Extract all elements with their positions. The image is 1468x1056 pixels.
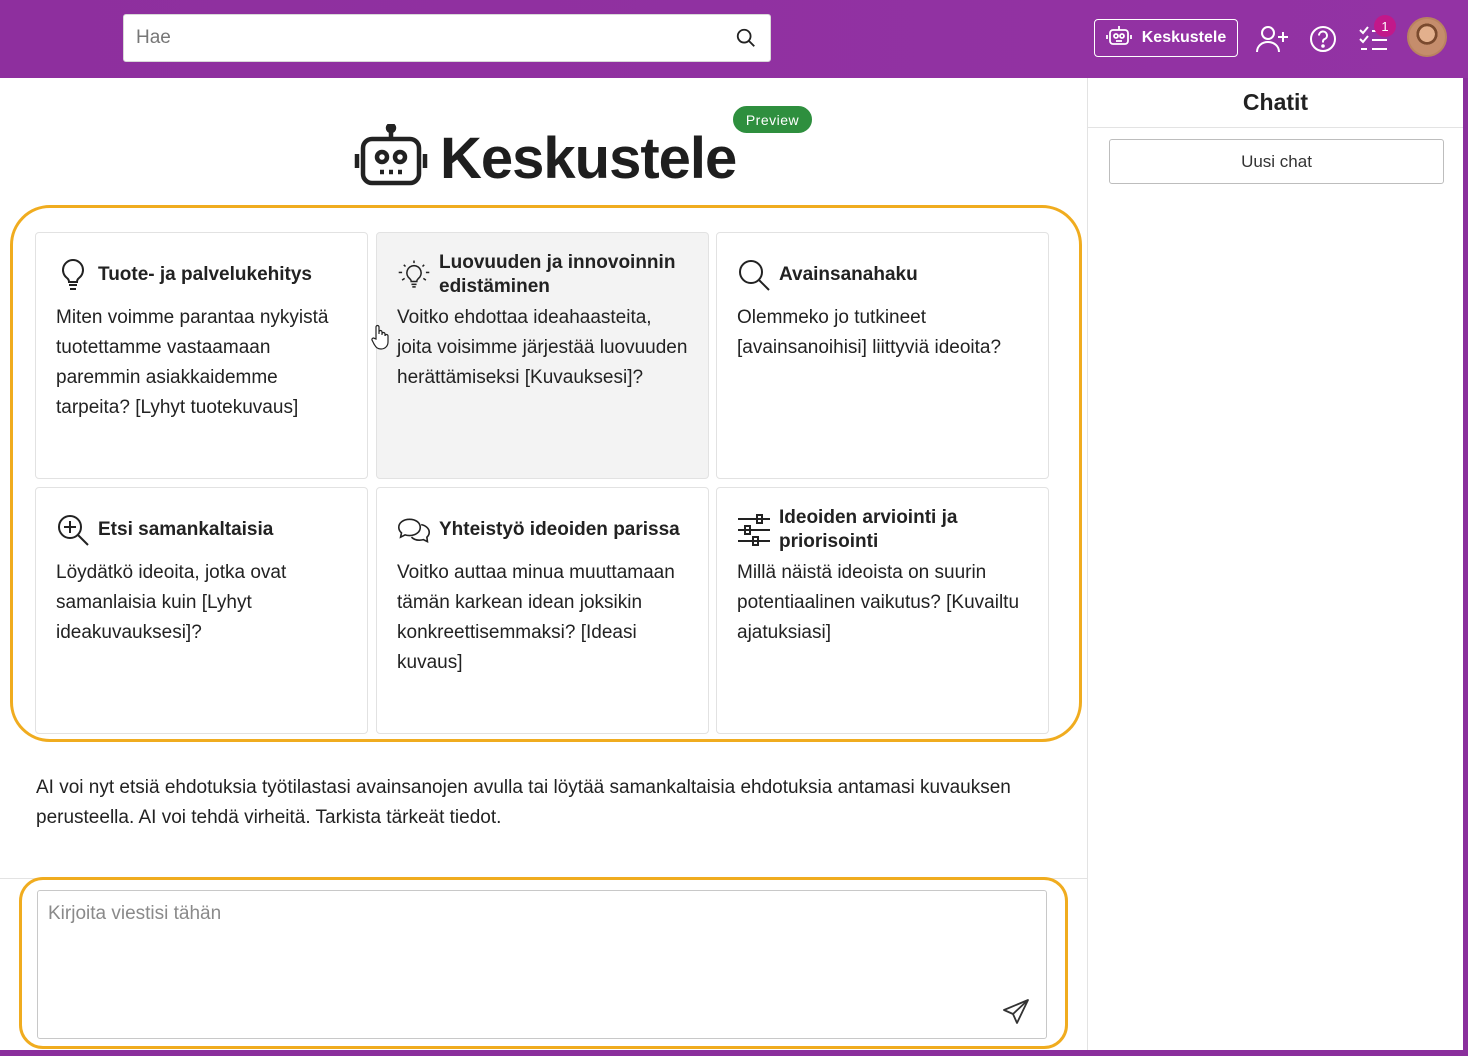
idea-spark-icon <box>397 258 431 292</box>
card-body: Millä näistä ideoista on suurin potentiaalinen vaikutus? [Kuvailtu ajatuksiasi] <box>737 562 1020 643</box>
chat-button-label: Keskustele <box>1141 29 1227 46</box>
suggestion-card-collaboration[interactable] <box>376 487 709 734</box>
suggestion-card-creativity[interactable] <box>376 232 709 479</box>
ai-disclaimer: AI voi nyt etsiä ehdotuksia työtilastasi avainsanojen avulla tai löytää samankaltaisia ehdotuksia antamasi kuvauksen perusteella. AI voi tehdä virheitä. Tarkista tärkeät tiedot. <box>36 777 1011 828</box>
chats-sidebar <box>1087 78 1463 1050</box>
chat-button[interactable] <box>1094 19 1238 57</box>
suggestion-card-find-similar[interactable] <box>35 487 368 734</box>
search-box[interactable] <box>123 14 771 62</box>
card-title: Etsi samankaltaisia <box>98 519 274 540</box>
robot-icon <box>1106 25 1132 52</box>
card-body: Voitko ehdottaa ideahaasteita, joita voisimme järjestää luovuuden herättämiseksi [Kuvauksesi]? <box>397 307 688 388</box>
add-user-icon[interactable] <box>1255 22 1289 56</box>
suggestion-card-keyword-search[interactable] <box>716 232 1049 479</box>
notification-badge: 1 <box>1374 15 1396 37</box>
card-title: Tuote- ja palvelukehitys <box>98 264 312 285</box>
top-bar <box>0 0 1468 78</box>
sidebar-title: Chatit <box>1088 78 1463 128</box>
message-composer[interactable] <box>37 890 1047 1039</box>
search-icon <box>737 258 771 292</box>
preview-badge: Preview <box>732 105 813 134</box>
avatar[interactable] <box>1407 17 1447 57</box>
page-heading <box>354 123 736 193</box>
send-icon[interactable] <box>1000 996 1032 1028</box>
card-body: Voitko auttaa minua muuttamaan tämän karkean idean joksikin konkreettisemmaksi? [Ideasi kuvaus] <box>397 562 675 673</box>
card-body: Olemmeko jo tutkineet [avainsanoihisi] liittyviä ideoita? <box>737 307 1002 358</box>
card-title: Avainsanahaku <box>779 264 918 285</box>
card-title: Yhteistyö ideoiden parissa <box>439 519 680 540</box>
sliders-icon <box>737 513 771 547</box>
card-title: Ideoiden arviointi ja priorisointi <box>779 507 958 552</box>
card-body: Miten voimme parantaa nykyistä tuotettamme vastaamaan paremmin asiakkaidemme tarpeita? [Lyhyt tuotekuvaus] <box>56 307 329 418</box>
chat-bubbles-icon <box>397 513 431 547</box>
new-chat-button[interactable]: Uusi chat <box>1109 139 1444 184</box>
card-body: Löydätkö ideoita, jotka ovat samanlaisia kuin [Lyhyt ideakuvauksesi]? <box>56 562 287 643</box>
card-title: Luovuuden ja innovoinnin edistäminen <box>439 252 676 297</box>
zoom-in-icon <box>56 513 90 547</box>
suggestion-card-product-development[interactable] <box>35 232 368 479</box>
search-icon[interactable] <box>734 26 758 50</box>
search-input[interactable] <box>136 27 734 49</box>
robot-icon <box>354 124 428 193</box>
page-title: Keskustele <box>440 125 737 191</box>
main-panel <box>0 78 1087 1050</box>
lightbulb-icon <box>56 258 90 292</box>
help-icon[interactable] <box>1306 22 1340 56</box>
suggestion-card-evaluation[interactable] <box>716 487 1049 734</box>
message-input[interactable] <box>38 891 1046 1038</box>
hand-cursor-icon <box>370 324 390 355</box>
